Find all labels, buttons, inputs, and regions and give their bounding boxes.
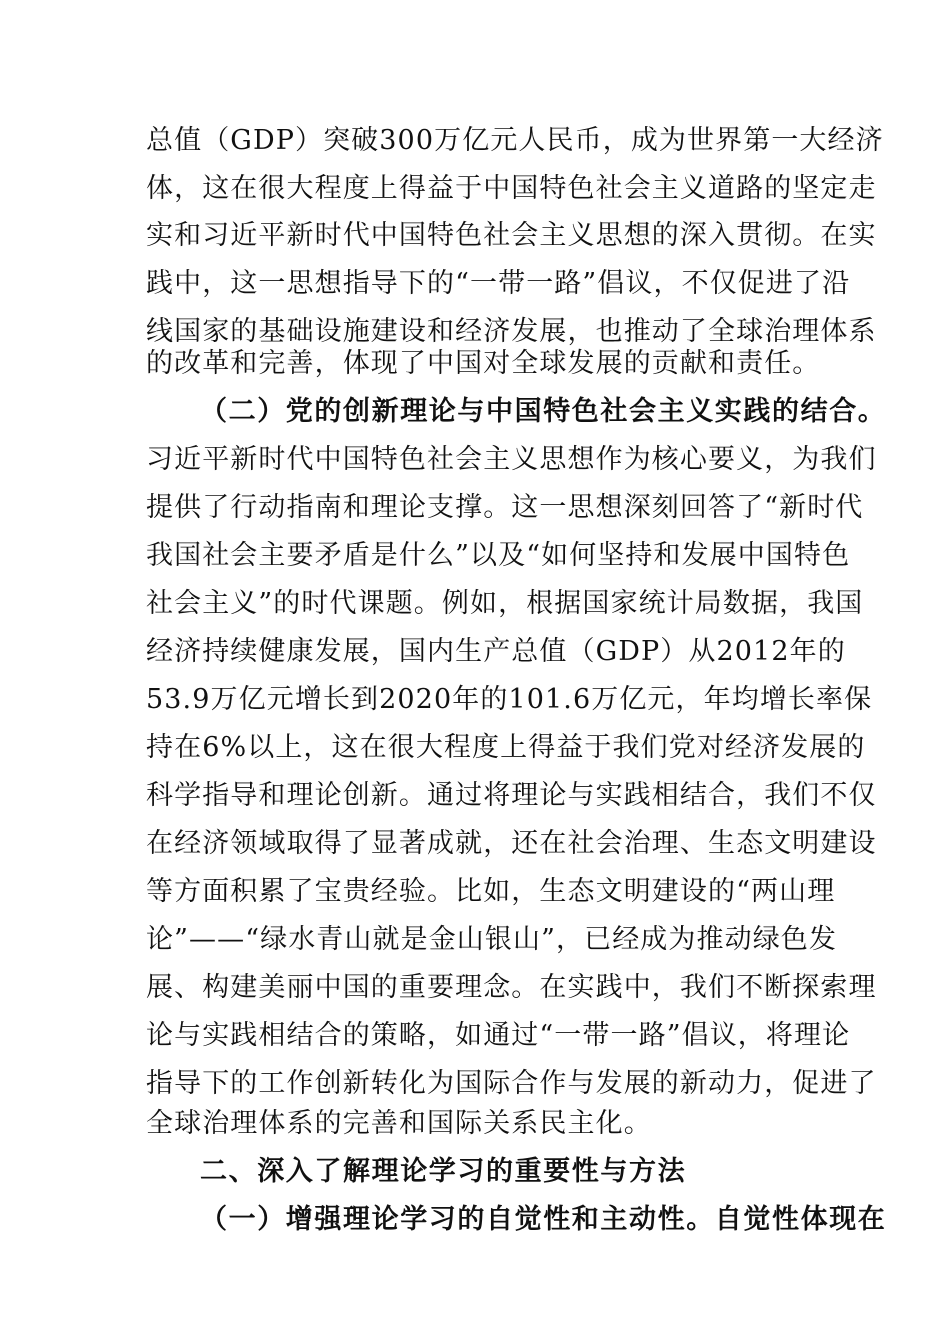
body-text-line: 习近平新时代中国特色社会主义思想作为核心要义，为我们 — [146, 444, 877, 475]
body-text-line: 53.9万亿元增长到2020年的101.6万亿元，年均增长率保 — [146, 684, 873, 715]
subsection-heading: （一）增强理论学习的自觉性和主动性。自觉性体现在 — [200, 1204, 887, 1235]
body-text-line: 总值（GDP）突破300万亿元人民币，成为世界第一大经济 — [146, 125, 884, 156]
body-text-line: 实和习近平新时代中国特色社会主义思想的深入贯彻。在实 — [146, 220, 877, 251]
body-text-line: 的改革和完善，体现了中国对全球发展的贡献和责任。 — [146, 348, 821, 379]
body-text-line: 指导下的工作创新转化为国际合作与发展的新动力，促进了 — [146, 1068, 877, 1099]
body-text-line: 论”——“绿水青山就是金山银山”，已经成为推动绿色发 — [146, 924, 838, 955]
body-text-line: 全球治理体系的完善和国际关系民主化。 — [146, 1108, 652, 1139]
body-text-line: 社会主义”的时代课题。例如，根据国家统计局数据，我国 — [146, 588, 864, 619]
body-text-line: 等方面积累了宝贵经验。比如，生态文明建设的“两山理 — [146, 876, 836, 907]
body-text-line: 在经济领域取得了显著成就，还在社会治理、生态文明建设 — [146, 828, 877, 859]
body-text-line: 我国社会主要矛盾是什么”以及“如何坚持和发展中国特色 — [146, 540, 851, 571]
body-text-line: 体，这在很大程度上得益于中国特色社会主义道路的坚定走 — [146, 173, 877, 204]
subsection-heading: （二）党的创新理论与中国特色社会主义实践的结合。 — [200, 396, 887, 427]
body-text-line: 经济持续健康发展，国内生产总值（GDP）从2012年的 — [146, 636, 846, 667]
body-text-line: 线国家的基础设施建设和经济发展，也推动了全球治理体系 — [146, 316, 877, 347]
body-text-line: 科学指导和理论创新。通过将理论与实践相结合，我们不仅 — [146, 780, 877, 811]
body-text-line: 提供了行动指南和理论支撑。这一思想深刻回答了“新时代 — [146, 492, 864, 523]
body-text-line: 展、构建美丽中国的重要理念。在实践中，我们不断探索理 — [146, 972, 877, 1003]
section-heading: 二、深入了解理论学习的重要性与方法 — [200, 1156, 687, 1187]
body-text-line: 论与实践相结合的策略，如通过“一带一路”倡议，将理论 — [146, 1020, 851, 1051]
body-text-line: 持在6%以上，这在很大程度上得益于我们党对经济发展的 — [146, 732, 866, 763]
body-text-line: 践中，这一思想指导下的“一带一路”倡议，不仅促进了沿 — [146, 268, 851, 299]
